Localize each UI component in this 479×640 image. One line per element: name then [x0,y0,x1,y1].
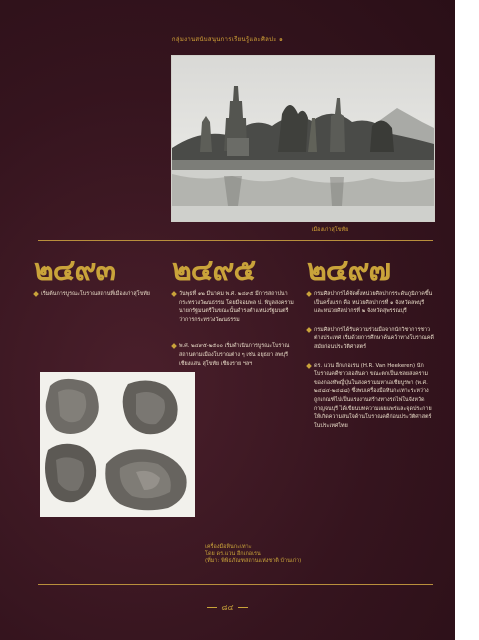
timeline-column-2 [172,253,297,368]
timeline-column-1 [34,253,162,299]
year-heading: ๒๔๙๓ [34,253,115,288]
year-heading: ๒๔๙๕ [172,253,256,288]
timeline-entry [307,362,435,431]
stone-tools-photo [40,372,195,517]
bullet-diamond-icon [306,291,312,297]
bullet-diamond-icon [171,291,177,297]
timeline-entry [307,326,435,352]
year-heading: ๒๔๙๗ [307,253,391,288]
timeline-entry [307,290,435,316]
dash-decoration [238,607,248,608]
dash-decoration [207,607,217,608]
timeline-entry-text: กรมศิลปากรได้รับความร่วมมือจากนักวิชาการชาวต่างประเทศ เริ่มด้วยการศึกษาค้นคว้าทางโบราณคดีสมัยก่อนประวัติศาสตร์ [314,326,434,350]
timeline-entry-text: กรมศิลปากรได้จัดตั้งหน่วยศิลปากรระดับภูมิภาคขึ้นเป็นครั้งแรก คือ หน่วยศิลปากรที่ ๑ จังหวัดลพบุรี และหน่วยศิลปากรที่ ๒ จังหวัดสุพรรณบุรี [314,291,433,315]
timeline-entry-text: เริ่มต้นการบูรณะโบราณสถานที่เมืองเก่าสุโขทัย [41,291,150,297]
bullet-diamond-icon [306,363,312,369]
stone-tools-caption [205,544,315,565]
bullet-diamond-icon [171,344,177,350]
bullet-diamond-icon [33,291,39,297]
ruins-photo-image [172,56,434,221]
divider-top [38,240,433,241]
timeline-entry [34,290,162,299]
ruins-photo [172,56,434,221]
page-number [0,601,455,614]
bullet-diamond-icon [306,327,312,333]
timeline-column-3 [307,253,435,430]
caption-line: (ที่มา: พิพิธภัณฑสถานแห่งชาติ บ้านเก่า) [205,558,302,564]
timeline-entry-text: ดร. แวน ฮีกเกอเรน (H.R. Van Heekeren) นักโบราณคดีชาวฮอลันดา ขณะตกเป็นเชลยสงครามของกองทัพญี่ปุ่นในสงครามมหาเอเชียบูรพา (พ.ศ. ๒๔๘๔-๒๔๘๘) ซึ่งพบเครื่องมือหินกะเทาะระหว่างถูกเกณฑ์ไปเป็นแรงงานสร้างทางรถไฟในจังหวัดกาญจนบุรี ได้เขียนบทความเผยแพร่และจุดประกายให้เกิดความสนใจด้านโบราณคดีก่อนประวัติศาสตร์ในประเทศไทย [314,362,432,429]
caption-line: เครื่องมือหินกะเทาะ [205,544,252,550]
running-header: กลุ่มงานสนับสนุนการเรียนรู้และศิลปะ ๑ [171,36,284,43]
ruins-photo-caption: เมืองเก่าสุโขทัย [311,227,349,233]
timeline-entry [172,290,297,324]
timeline-entry [172,342,297,368]
page-number-text: ๘๔ [221,603,234,612]
stone-tools-photo-image [40,372,195,517]
divider-bottom [38,584,433,585]
caption-line: โดย ดร.แวน ฮีกเกอเรน [205,551,261,557]
timeline-entry-text: วันพุธที่ ๑๒ มีนาคม พ.ศ. ๒๔๙๕ มีการสถาปนากระทรวงวัฒนธรรม โดยมีจอมพล ป. พิบูลสงคราม นายกรัฐมนตรีในขณะนั้นดำรงตำแหน่งรัฐมนตรีว่าการกระทรวงวัฒนธรรม [179,291,294,323]
timeline-entry-text: พ.ศ. ๒๔๙๕-๒๕๐๐ เริ่มดำเนินการบูรณะโบราณสถานตามเมืองโบราณต่าง ๆ เช่น อยุธยา ลพบุรี เชียงแสน สุโขทัย เชียงราย ฯลฯ [179,343,290,367]
